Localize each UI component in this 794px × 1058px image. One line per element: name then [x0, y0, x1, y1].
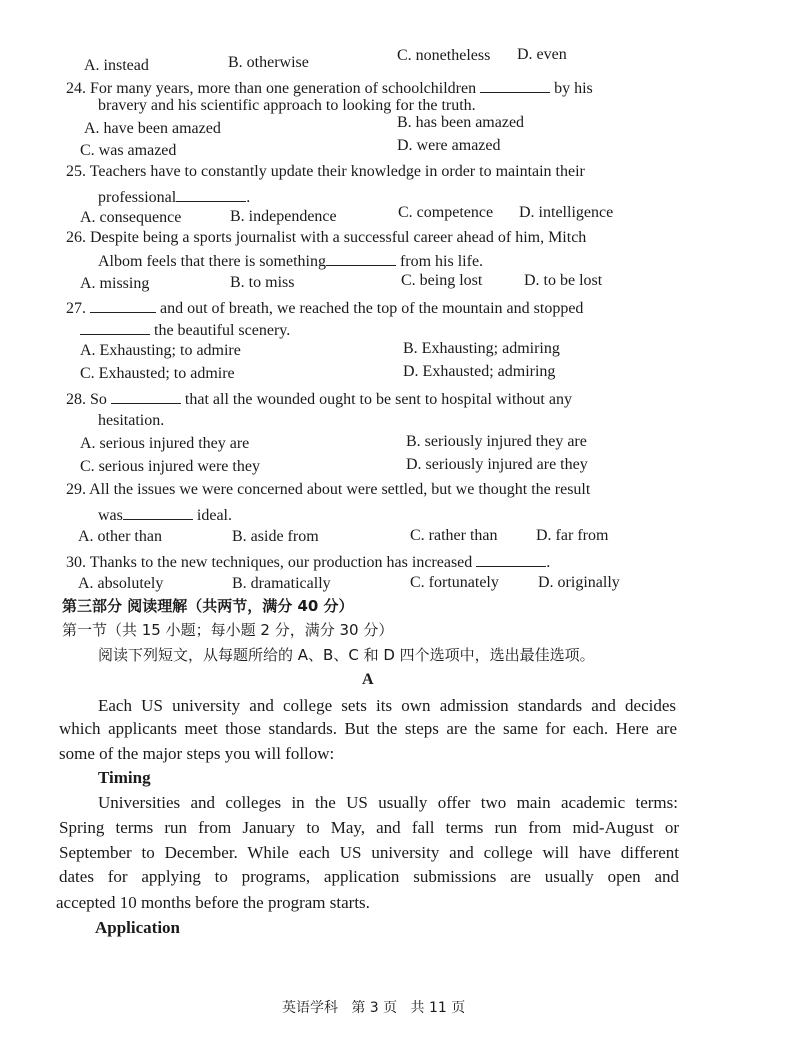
- passage-heading: Application: [95, 918, 181, 937]
- option-b: B. Exhausting; admiring: [403, 340, 560, 357]
- option-a: A. missing: [80, 275, 150, 292]
- option-d: D. originally: [538, 574, 620, 591]
- question-27: 27. and out of breath, we reached the top of the mountain and stopped: [66, 300, 584, 317]
- answer-blank: [480, 78, 550, 93]
- option-c: C. competence: [398, 204, 494, 221]
- option-b: B. otherwise: [228, 54, 309, 71]
- option-b: B. dramatically: [232, 575, 331, 592]
- option-b: B. has been amazed: [397, 114, 525, 131]
- passage-line: Universities and colleges in the US usually offer two main academic terms:: [98, 793, 678, 812]
- passage-line: September to December. While each US university and college will have different: [59, 843, 679, 862]
- passage-line: Spring terms run from January to May, and fall terms run from mid-August or: [59, 818, 679, 837]
- option-d: D. even: [517, 46, 567, 63]
- question-29-line2: was ideal.: [98, 507, 232, 524]
- option-c: C. nonetheless: [397, 47, 491, 64]
- passage-line: accepted 10 months before the program starts.: [56, 893, 370, 912]
- answer-blank: [90, 298, 156, 313]
- passage-line: Each US university and college sets its own admission standards and decides: [98, 696, 676, 715]
- answer-blank: [111, 389, 181, 404]
- option-a: A. absolutely: [78, 575, 164, 592]
- option-d: D. seriously injured are they: [406, 456, 588, 473]
- passage-heading: Timing: [98, 768, 151, 787]
- option-d: D. to be lost: [524, 272, 603, 289]
- passage-letter: A: [362, 671, 374, 688]
- question-27-line2: the beautiful scenery.: [80, 320, 290, 339]
- answer-blank: [80, 320, 150, 335]
- answer-blank: [123, 505, 193, 520]
- question-25-line2: professional .: [98, 189, 251, 206]
- option-d: D. were amazed: [397, 137, 501, 154]
- question-30: 30. Thanks to the new techniques, our production has increased .: [66, 554, 551, 571]
- option-b: B. aside from: [232, 528, 319, 545]
- option-c: C. rather than: [410, 527, 498, 544]
- option-a: A. other than: [78, 528, 162, 545]
- section-subtitle: 第一节（共 15 小题；每小题 2 分，满分 30 分）: [62, 621, 394, 639]
- question-28-line2: hesitation.: [98, 412, 165, 429]
- question-24-line2: bravery and his scientific approach to looking for the truth.: [98, 97, 476, 114]
- passage-line: dates for applying to programs, application submissions are usually open and: [59, 867, 679, 886]
- option-b: B. independence: [230, 208, 337, 225]
- option-a: A. serious injured they are: [80, 435, 250, 452]
- option-c: C. was amazed: [80, 142, 177, 159]
- section-title: 第三部分 阅读理解（共两节，满分 40 分）: [62, 597, 354, 615]
- page-footer: 英语学科 第 3 页 共 11 页: [282, 1000, 466, 1016]
- answer-blank: [476, 552, 546, 567]
- option-c: C. serious injured were they: [80, 458, 260, 475]
- option-c: C. Exhausted; to admire: [80, 365, 235, 382]
- option-d: D. far from: [536, 527, 609, 544]
- option-b: B. seriously injured they are: [406, 433, 587, 450]
- option-b: B. to miss: [230, 274, 295, 291]
- option-a: A. Exhausting; to admire: [80, 342, 241, 359]
- option-c: C. fortunately: [410, 574, 499, 591]
- option-d: D. Exhausted; admiring: [403, 363, 556, 380]
- question-26-line2: Albom feels that there is something from his life.: [98, 253, 484, 270]
- option-d: D. intelligence: [519, 204, 614, 221]
- answer-blank: [176, 187, 246, 202]
- question-28: 28. So that all the wounded ought to be sent to hospital without any: [66, 391, 572, 408]
- option-a: A. consequence: [80, 209, 182, 226]
- question-25: 25. Teachers have to constantly update their knowledge in order to maintain their: [66, 163, 585, 180]
- question-29: 29. All the issues we were concerned about were settled, but we thought the result: [66, 481, 591, 498]
- option-a: A. instead: [84, 57, 149, 74]
- option-a: A. have been amazed: [84, 120, 221, 137]
- question-24: 24. For many years, more than one generation of schoolchildren by his: [66, 80, 593, 97]
- passage-line: some of the major steps you will follow:: [59, 744, 335, 763]
- option-c: C. being lost: [401, 272, 483, 289]
- question-26: 26. Despite being a sports journalist with a successful career ahead of him, Mitch: [66, 229, 587, 246]
- answer-blank: [326, 251, 396, 266]
- passage-line: which applicants meet those standards. But the steps are the same for each. Here are: [59, 719, 677, 738]
- section-instruction: 阅读下列短文，从每题所给的 A、B、C 和 D 四个选项中，选出最佳选项。: [98, 646, 595, 664]
